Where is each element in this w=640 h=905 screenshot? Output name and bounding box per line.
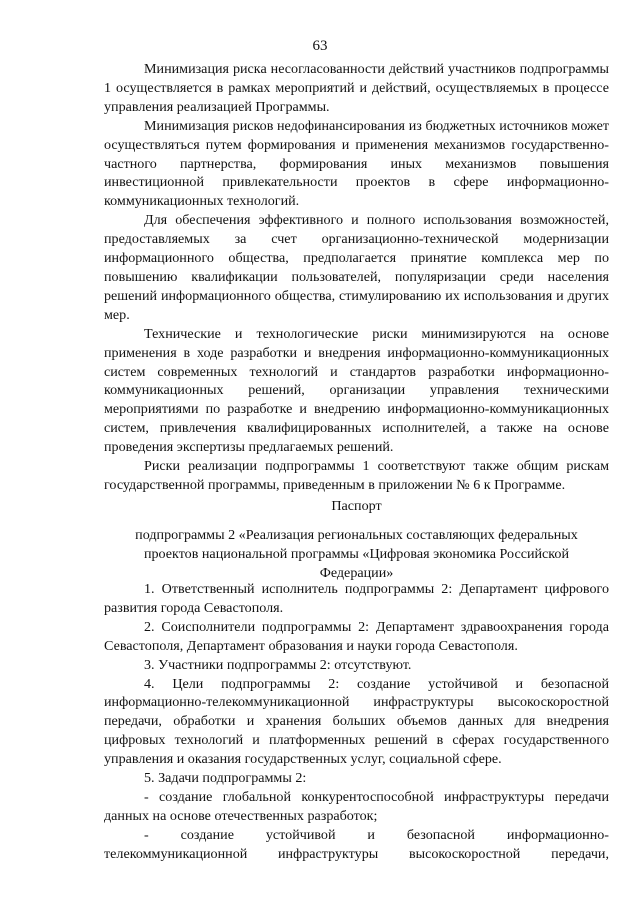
risk-section [104, 60, 609, 495]
passport-item: - создание глобальной конкурентоспособной инфраструктуры передачи данных на основе отечественных разработок; [104, 788, 609, 824]
paragraph: Для обеспечения эффективного и полного использования возможностей, предоставляемых за счет организационно-технической модернизации информационного общества, предполагается принятие комплекса мер по повышению квалификации пользователей, популяризации среди населения решений информационного общества, стимулированию их использования и других мер. [104, 212, 609, 323]
passport-heading [104, 497, 609, 583]
passport-item: 5. Задачи подпрограммы 2: [144, 770, 307, 787]
passport-items [104, 580, 609, 864]
passport-item: - создание устойчивой и безопасной информационно-телекоммуникационной инфраструктуры высокоскоростной передачи, [104, 826, 609, 862]
page-number: 63 [312, 38, 328, 54]
passport-subtitle: подпрограммы 2 «Реализация региональных составляющих федеральных проектов национальной программы «Цифровая экономика Российской Федерации» [135, 526, 578, 581]
paragraph: Минимизация риска несогласованности действий участников подпрограммы 1 осуществляется в рамках мероприятий и действий, осуществляемых в процессе управления реализацией Программы. [104, 61, 609, 115]
passport-item: 2. Соисполнители подпрограммы 2: Департамент здравоохранения города Севастополя, Департамент образования и науки города Севастополя. [104, 618, 609, 654]
passport-item: 3. Участники подпрограммы 2: отсутствуют. [144, 656, 412, 673]
paragraph: Минимизация рисков недофинансирования из бюджетных источников может осуществляться путем формирования и применения механизмов государственно-частного партнерства, формирования иных механизмов повышения инвестиционной привлекательности проектов в сфере информационно-коммуникационных технологий. [104, 117, 609, 210]
paragraph: Риски реализации подпрограммы 1 соответствуют также общим рискам государственной программы, приведенным в приложении № 6 к Программе. [104, 458, 609, 493]
passport-item: 4. Цели подпрограммы 2: создание устойчивой и безопасной информационно-телекоммуникационной инфраструктуры высокоскоростной передачи, обработки и хранения больших объемов данных для внедрения цифровых технологий и платформенных решений в сферах государственного управления и оказания государственных услуг, социальной сфере. [104, 675, 609, 768]
passport-title: Паспорт [331, 498, 382, 514]
passport-item: 1. Ответственный исполнитель подпрограммы 2: Департамент цифрового развития города Севастополя. [104, 581, 609, 616]
paragraph: Технические и технологические риски минимизируются на основе применения в ходе разработки и внедрения информационно-коммуникационных систем современных технологий и стандартов разработки информационно-коммуникационных решений, организации управления техническими мероприятиями по разработке и внедрению информационно-коммуникационных систем, привлечения квалифицированных исполнителей, а также на основе проведения экспертизы предлагаемых решений. [104, 325, 609, 456]
